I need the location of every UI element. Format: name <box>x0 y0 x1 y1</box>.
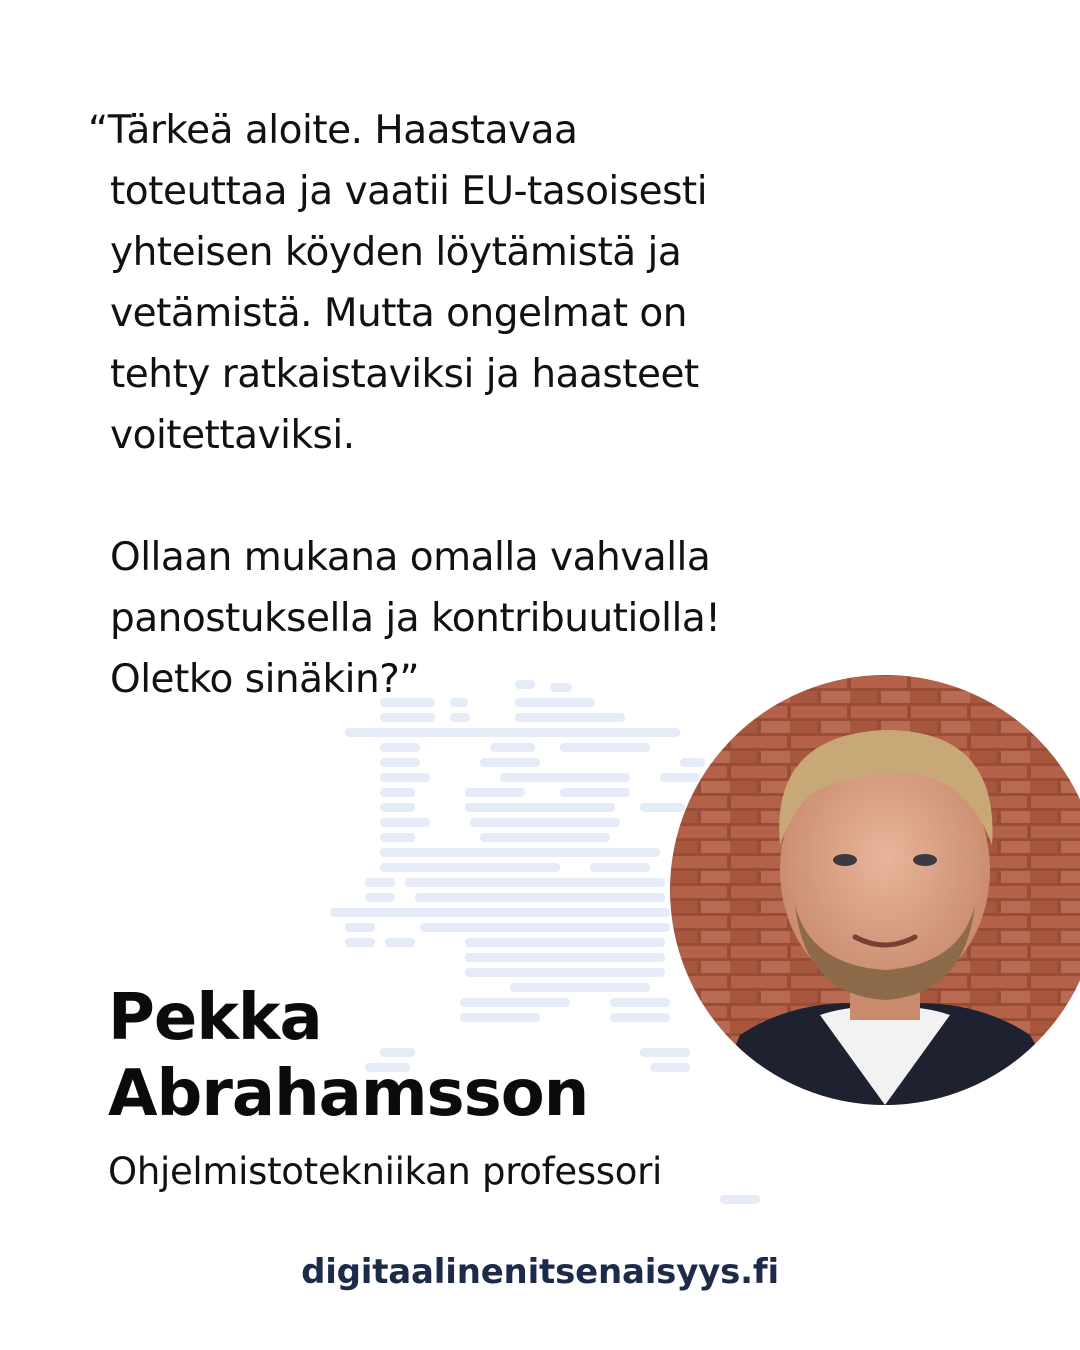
last-name: Abrahamsson <box>108 1057 589 1131</box>
quote-text <box>88 100 988 710</box>
quote-line: “Tärkeä aloite. Haastavaa <box>88 108 578 153</box>
quote-line: Oletko sinäkin?” <box>110 657 420 702</box>
quote-line: voitettaviksi. <box>110 413 355 458</box>
quote-line: toteuttaa ja vaatii EU-tasoisesti <box>110 169 708 214</box>
quote-paragraph-gap <box>88 466 988 527</box>
quote-line: tehty ratkaistaviksi ja haasteet <box>110 352 699 397</box>
quote-line: vetämistä. Mutta ongelmat on <box>110 291 687 336</box>
website-link[interactable]: digitaalinenitsenaisyys.fi <box>301 1252 779 1292</box>
portrait-illustration <box>670 675 1080 1105</box>
person-title: Ohjelmistotekniikan professori <box>108 1150 663 1193</box>
quote-line: panostuksella ja kontribuutiolla! <box>110 596 721 641</box>
first-name: Pekka <box>108 981 322 1055</box>
quote-line: Ollaan mukana omalla vahvalla <box>110 535 711 580</box>
person-name <box>108 980 588 1132</box>
person-photo <box>670 675 1080 1105</box>
quote-line: yhteisen köyden löytämistä ja <box>110 230 682 275</box>
